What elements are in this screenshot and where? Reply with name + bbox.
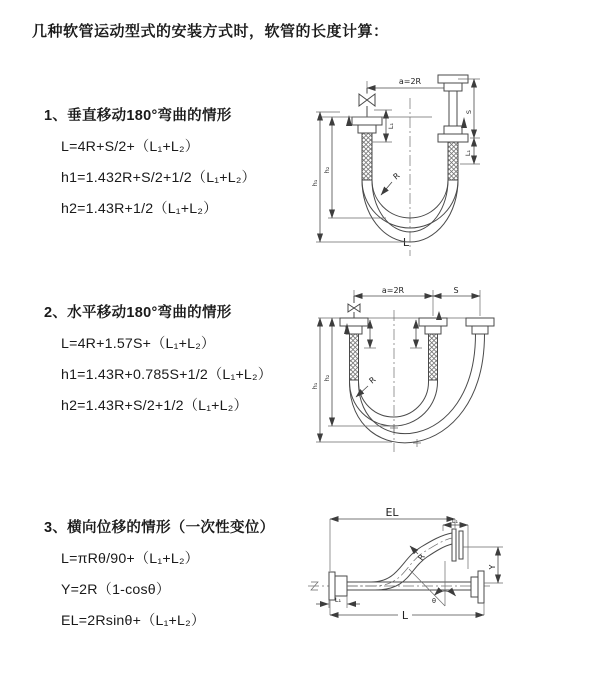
movement-arrow-icon <box>461 117 467 128</box>
label-el: EL <box>385 506 399 519</box>
left-flange <box>340 318 368 380</box>
formula-h2-2: h2=1.43R+S/2+1/2（L₁+L₂） <box>61 398 248 414</box>
vertical-180-bend-diagram <box>312 68 598 263</box>
dimension-l1-left <box>316 596 360 608</box>
label-radius: R <box>391 171 402 182</box>
label-span: a=2R <box>381 286 405 295</box>
label-h2: h₂ <box>323 166 331 174</box>
label-theta: θ <box>432 597 436 605</box>
formula-el: EL=2Rsinθ+（L₁+L₂） <box>61 613 206 629</box>
left-flange <box>352 117 382 180</box>
horizontal-180-bend-diagram <box>308 282 598 460</box>
formula-h2-1: h2=1.43R+1/2（L₁+L₂） <box>61 201 218 217</box>
label-span: a=2R <box>398 77 422 86</box>
hose-s-curve <box>347 533 452 590</box>
label-s: S <box>465 109 473 115</box>
right-flange <box>466 318 494 334</box>
label-radius: R <box>367 375 378 386</box>
label-h1: h₁ <box>311 382 319 390</box>
section-2-heading: 2、水平移动180°弯曲的情形 <box>44 305 232 321</box>
dimension-length <box>330 600 484 622</box>
right-flange <box>471 571 484 603</box>
label-s: S <box>453 286 459 295</box>
label-h1: h₁ <box>311 179 319 187</box>
center-flange <box>419 318 447 380</box>
formula-length-3: L=πRθ/90+（L₁+L₂） <box>61 551 200 567</box>
formula-y: Y=2R（1-cosθ） <box>61 582 171 598</box>
radius-callout <box>356 375 378 397</box>
label-l1-left: L₁ <box>387 122 395 130</box>
section-1-heading: 1、垂直移动180°弯曲的情形 <box>44 108 232 124</box>
lateral-displacement-diagram <box>305 503 597 628</box>
label-h2: h₂ <box>323 374 331 382</box>
dimension-fitting <box>364 320 422 348</box>
section-lateral-displacement <box>44 516 324 630</box>
dimension-span <box>354 286 480 316</box>
section-vertical-bend <box>44 104 324 218</box>
page-title: 几种软管运动型式的安装方式时，软管的长度计算： <box>32 23 389 40</box>
label-l1-top: L₁ <box>451 517 459 525</box>
hose-bend <box>350 334 485 447</box>
label-length: L <box>401 609 409 622</box>
section-horizontal-bend <box>44 301 324 415</box>
formula-length-2: L=4R+1.57S+（L₁+L₂） <box>61 336 216 352</box>
valve-icon <box>359 88 375 117</box>
label-length: L <box>402 236 410 249</box>
dimension-s <box>458 79 480 164</box>
formula-h1-2: h1=1.43R+0.785S+1/2（L₁+L₂） <box>61 367 273 383</box>
formula-h1-1: h1=1.432R+S/2+1/2（L₁+L₂） <box>61 170 256 186</box>
label-l1-left: L₁ <box>334 596 342 604</box>
label-l1: L₁ <box>464 149 472 157</box>
displaced-flange <box>452 529 463 561</box>
label-radius: R <box>416 552 427 563</box>
dimension-h2 <box>323 117 386 218</box>
movement-arrow-icon <box>436 311 442 320</box>
section-3-heading: 3、横向位移的情形（一次性变位） <box>44 520 275 536</box>
radius-callout <box>381 171 402 195</box>
label-y: Y <box>488 564 497 570</box>
formula-length-1: L=4R+S/2+（L₁+L₂） <box>61 139 200 155</box>
valve-icon <box>348 296 360 318</box>
